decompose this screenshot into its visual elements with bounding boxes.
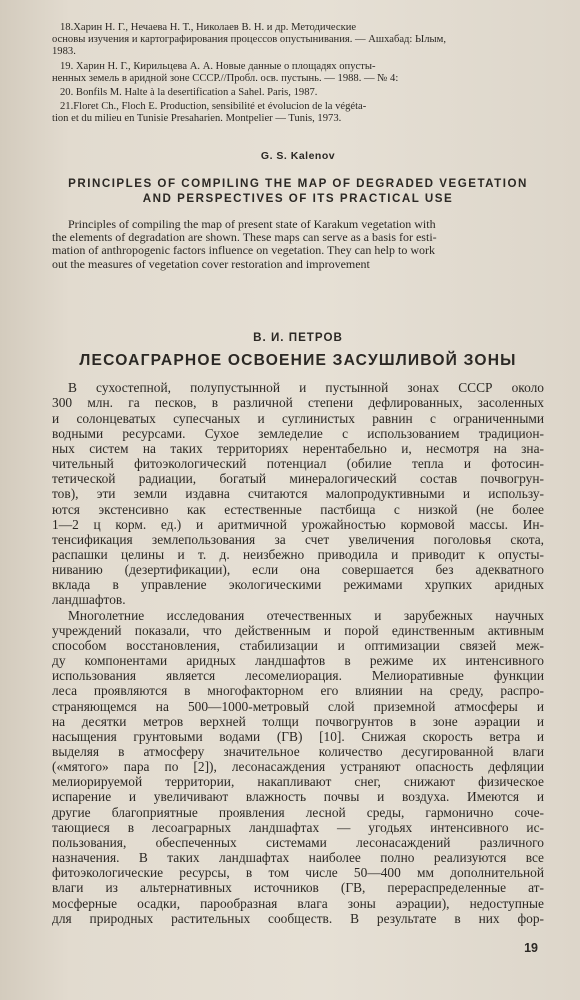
article-author: В. И. ПЕТРОВ: [253, 331, 343, 345]
english-title-line: PRINCIPLES OF COMPILING THE MAP OF DEGRADED VEGETATION: [68, 176, 528, 190]
reference-line: tion et du milieu en Tunisie Presaharien. Montpelier — Tunis, 1973.: [52, 113, 342, 125]
body-line: пользования, обеспеченных системами лесонасаждений различного: [52, 834, 544, 850]
body-line: тов), эти земли издавна считаются малопродуктивными и использу-: [52, 486, 544, 502]
body-line: ландшафтов.: [52, 592, 126, 608]
body-line: использования является лесомелиорация. Мелиоративные функции: [52, 668, 544, 684]
body-line: мелиорируемой территории, накапливают снег, снижают физическое: [52, 774, 544, 790]
reference-line: 21.Floret Ch., Floch E. Production, sensibilité et évolucion de la végéta-: [60, 101, 367, 113]
body-line: на десятки метров верхней толщи почвогрунтов в зоне аэрации и: [52, 713, 544, 729]
body-line: («мятого» пара по [2]), лесонасаждения устраняют опасность дефляции: [52, 759, 544, 775]
body-line: страняющемся на 500—1000-метровый слой приземной атмосферы и: [52, 698, 544, 714]
reference-item: [52, 61, 544, 85]
reference-item: [52, 87, 544, 99]
article-body: [52, 380, 544, 926]
reference-line: 20. Bonfils M. Halte à la desertification a Sahel. Paris, 1987.: [60, 87, 318, 99]
body-line: влаги из альтернативных источников (ГВ, перераспределенные ат-: [52, 880, 544, 896]
body-line: тенсификация землепользования за счет увеличения поголовья скота,: [52, 531, 544, 547]
body-line: фитоэкологические ресурсы, в том числе 50—400 мм дополнительной: [52, 865, 544, 881]
abstract-line: Principles of compiling the map of present state of Karakum vegetation with: [68, 216, 436, 231]
body-line: выделяя в атмосферу значительное количество десугированной влаги: [52, 744, 544, 759]
body-line: назначения. В таких ландшафтах наиболее полно реализуются все: [52, 850, 544, 866]
body-line: ду компонентами аридных ландшафтов в режиме их интенсивного: [52, 653, 544, 669]
body-line: мосферные осадки, парообразная влага зоны аэрации), недоступные: [52, 895, 544, 911]
body-line: и солонцеватых супесчаных и суглинистых равнин с ограниченными: [52, 410, 544, 426]
reference-item: [52, 101, 544, 125]
reference-item: [52, 22, 544, 59]
body-line: способом восстановления, стабилизации и оптимизации связей меж-: [52, 637, 544, 653]
english-title: [52, 176, 544, 206]
body-line: вклада в управление экологическими режимами хрупких аридных: [52, 577, 544, 593]
body-line: Многолетние исследования отечественных и зарубежных научных: [68, 607, 544, 623]
body-line: распашки целины и т. д. неизбежно приводила и приводит к опусты-: [52, 546, 544, 562]
body-line: водными ресурсами. Сухое земледелие с использованием традицион-: [52, 425, 544, 441]
abstract-line: out the measures of vegetation cover restoration and improvement: [52, 256, 370, 271]
body-line: 1—2 ц корм. ед.) и аритмичной урожайностью кормовой массы. Ин-: [52, 516, 544, 532]
body-line: леса проявляются в многофакторном его влиянии на среду, распро-: [52, 683, 544, 699]
body-line: тающиеся в лесоаграрных ландшафтах — угодьях интенсивного ис-: [52, 819, 544, 835]
body-line: чительный фитоэкологический потенциал (обилие тепла и фотосин-: [52, 456, 544, 472]
body-line: тетической радиации, богатый минералогический состав почвогрун-: [52, 471, 544, 487]
article-title: ЛЕСОАГРАРНОЕ ОСВОЕНИЕ ЗАСУШЛИВОЙ ЗОНЫ: [79, 352, 517, 370]
body-line: насыщения грунтовыми водами (ГВ) [10]. Снижая скорость ветра и: [52, 728, 544, 744]
english-abstract: [52, 218, 544, 272]
reference-line: ненных земель в аридной зоне СССР.//Пробл. осв. пустынь. — 1988. — № 4:: [52, 72, 399, 84]
abstract-line: the elements of degradation are shown. These maps can serve as a basis for esti-: [52, 230, 437, 245]
body-line: другие благоприятные проявления лесной среды, гармонично соче-: [52, 804, 544, 820]
body-line: 300 млн. га песков, в различной степени дефлированных, засоленных: [52, 395, 544, 411]
body-line: для природных растительных сообществ. В результате в них фор-: [52, 910, 544, 926]
body-line: учреждений показали, что действенным и порой единственным активным: [52, 622, 544, 638]
english-title-line: AND PERSPECTIVES OF ITS PRACTICAL USE: [142, 191, 454, 205]
english-author: G. S. Kalenov: [260, 149, 336, 162]
body-line: ных систем на таких территориях нерентабельно и, несмотря на зна-: [52, 440, 544, 456]
reference-line: 18.Харин Н. Г., Нечаева Н. Т., Николаев В. Н. и др. Методические: [60, 22, 357, 33]
abstract-line: mation of anthropogenic factors influence on vegetation. They can help to work: [52, 243, 435, 258]
body-line: ниванию (дезертификации), если она совершается без адекватного: [52, 562, 544, 578]
reference-line: 1983.: [52, 46, 76, 58]
reference-list: [52, 22, 544, 126]
reference-line: основы изучения и картографирования процессов опустынивания. — Ашхабад: Ылым,: [52, 34, 447, 46]
reference-line: 19. Харин Н. Г., Кирильцева А. А. Новые данные о площадях опусты-: [60, 60, 376, 72]
page-number: 19: [524, 941, 538, 955]
body-line: ются экстенсивно как естественные пастбища с низкой (не более: [52, 501, 544, 517]
body-line: испарение и увеличивают влажность почвы и воздуха. Имеются и: [52, 789, 544, 805]
body-line: В сухостепной, полупустынной и пустынной зонах СССР около: [68, 380, 544, 396]
